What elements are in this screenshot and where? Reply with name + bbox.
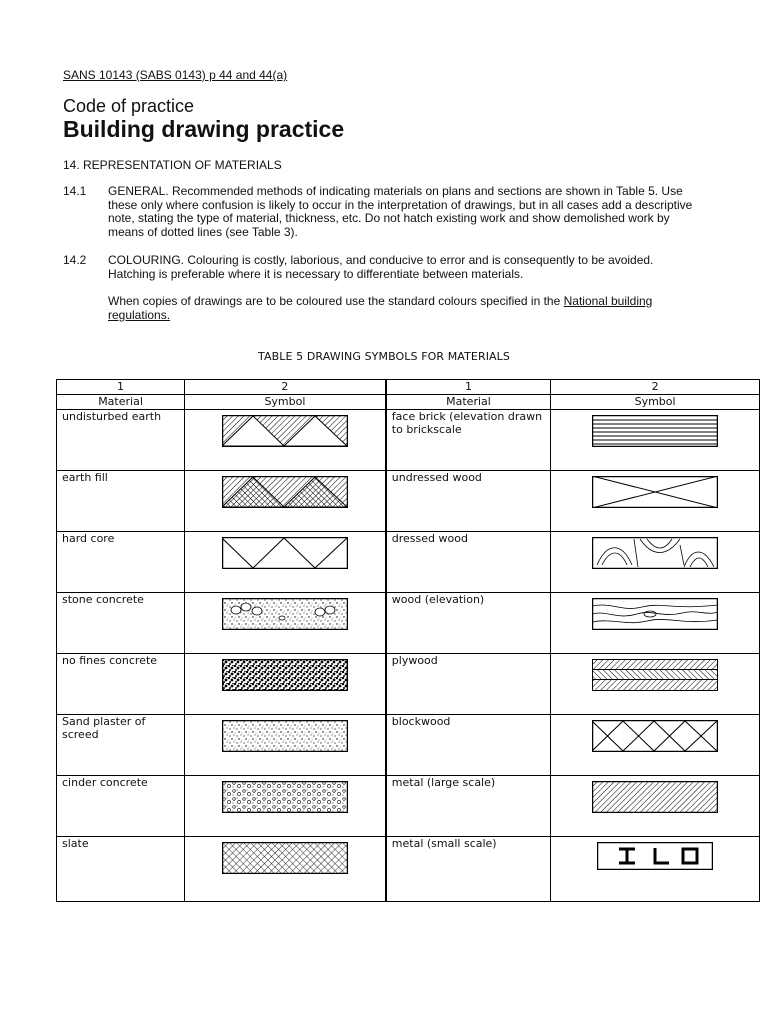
section-heading: 14. REPRESENTATION OF MATERIALS [63,158,282,172]
material-name: hard core [57,532,185,593]
column-number: 2 [551,380,760,395]
symbol-cell [185,654,386,715]
plywood-symbol [592,659,718,691]
table-row [57,471,760,532]
stone-concrete-symbol [222,598,348,630]
material-name: undisturbed earth [57,410,185,471]
page-title: Building drawing practice [63,116,345,142]
symbol-cell [551,837,760,902]
table-row [57,593,760,654]
material-name: undressed wood [386,471,551,532]
earth-fill-symbol [222,476,348,508]
column-number: 2 [185,380,386,395]
hard-core-symbol [222,537,348,569]
material-name: metal (small scale) [386,837,551,902]
symbol-cell [551,715,760,776]
material-name: dressed wood [386,532,551,593]
material-name: no fines concrete [57,654,185,715]
wood-elevation-symbol [592,598,718,630]
symbol-cell [551,471,760,532]
symbol-cell [185,593,386,654]
page-subtitle: Code of practice [63,96,195,116]
metal-large-scale-symbol [592,781,718,813]
material-name: blockwood [386,715,551,776]
document-reference: SANS 10143 (SABS 0143) p 44 and 44(a) [63,68,288,82]
symbol-cell [551,410,760,471]
column-number: 1 [57,380,185,395]
materials-table [56,379,760,902]
metal-small-scale-symbol [597,842,713,870]
symbol-cell [551,532,760,593]
column-header-material: Material [386,395,551,410]
face-brick-symbol [592,415,718,447]
table-row [57,776,760,837]
symbol-cell [551,776,760,837]
table-row [57,410,760,471]
slate-symbol [222,842,348,874]
table-column-headers [57,395,760,410]
sand-plaster-symbol [222,720,348,752]
paragraph-14-2 [63,254,703,281]
material-name: earth fill [57,471,185,532]
table-row [57,715,760,776]
material-name: wood (elevation) [386,593,551,654]
undressed-wood-symbol [592,476,718,508]
material-name: Sand plaster of screed [57,715,185,776]
colour-note-text: When copies of drawings are to be coloured use the standard colours specified in the [108,294,564,308]
colour-note [63,295,703,322]
symbol-cell [185,715,386,776]
cinder-concrete-symbol [222,781,348,813]
paragraph-number: 14.2 [63,253,87,267]
material-name: plywood [386,654,551,715]
no-fines-concrete-symbol [222,659,348,691]
symbol-cell [185,471,386,532]
blockwood-symbol [592,720,718,752]
material-name: metal (large scale) [386,776,551,837]
paragraph-text: COLOURING. Colouring is costly, laborious, and conducive to error and is consequently to be avoided. Hatching is preferable where it is necessary to differentiate between materials. [108,253,654,281]
dressed-wood-symbol [592,537,718,569]
column-header-material: Material [57,395,185,410]
material-name: slate [57,837,185,902]
table-row [57,837,760,902]
material-name: face brick (elevation drawn to brickscale [386,410,551,471]
symbol-cell [551,593,760,654]
table-row [57,532,760,593]
paragraph-14-1 [63,185,703,239]
column-header-symbol: Symbol [551,395,760,410]
symbol-cell [185,410,386,471]
symbol-cell [185,532,386,593]
material-name: cinder concrete [57,776,185,837]
material-name: stone concrete [57,593,185,654]
column-number: 1 [386,380,551,395]
table-row [57,654,760,715]
paragraph-text: GENERAL. Recommended methods of indicating materials on plans and sections are shown in Table 5. Use these only where confusion is likely to occur in the interpretation of drawings, but in all cases add a descriptive note, stating the type of material, thickness, etc. Do not hatch existing work and show demolished work by means of dotted lines (see Table 3). [108,184,693,239]
national-building-regulations-link[interactable]: National building regulations. [108,294,653,322]
column-header-symbol: Symbol [185,395,386,410]
paragraph-number: 14.1 [63,184,87,198]
symbol-cell [185,776,386,837]
undisturbed-earth-symbol [222,415,348,447]
table-caption: TABLE 5 DRAWING SYMBOLS FOR MATERIALS [258,350,510,363]
symbol-cell [185,837,386,902]
symbol-cell [551,654,760,715]
table-column-numbers [57,380,760,395]
